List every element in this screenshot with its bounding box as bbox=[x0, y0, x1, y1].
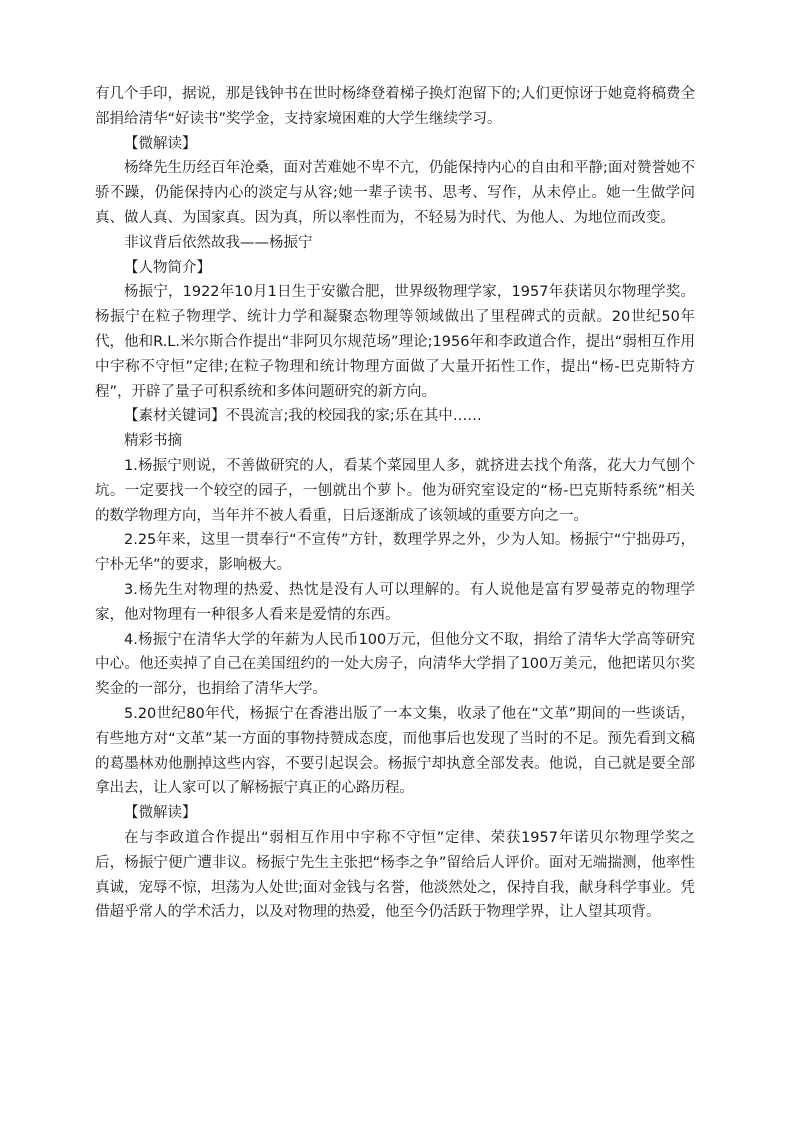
intro-paragraph: 有几个手印，据说，那是钱钟书在世时杨绛登着梯子换灯泡留下的;人们更惊讶于她竟将稿费全部捐给清华“好读书”奖学金，支持家境困难的大学生继续学习。 bbox=[95, 86, 695, 127]
excerpt-item: 3.杨先生对物理的热爱、热忱是没有人可以理解的。有人说他是富有罗曼蒂克的物理学家，他对物理有一种很多人看来是爱情的东西。 bbox=[95, 581, 695, 623]
section-heading-micro-reading: 【微解读】 bbox=[124, 135, 197, 152]
section-heading-micro-reading-2: 【微解读】 bbox=[124, 805, 197, 822]
keywords-line: 【素材关键词】不畏流言;我的校园我的家;乐在其中…… bbox=[124, 408, 482, 425]
micro-reading-paragraph: 杨绛先生历经百年沧桑，面对苦难她不卑不亢，仍能保持内心的自由和平静;面对赞誉她不骄不躁，仍能保持内心的淡定与从容;她一辈子读书、思考、写作，从未停止。她一生做学问真、做人真、为国家真。因为真，所以率性而为，不轻易为时代、为他人、为地位而改变。 bbox=[95, 160, 695, 226]
excerpt-item: 1.杨振宁则说，不善做研究的人，看某个菜园里人多，就挤进去找个角落，花大力气刨个坑。一定要找一个较空的园子，一刨就出个萝卜。他为研究室设定的“杨-巴克斯特系统”相关的数学物理方向，当年并不被人看重，日后逐渐成了该领域的重要方向之一。 bbox=[95, 457, 695, 524]
section-title: 非议背后依然故我——杨振宁 bbox=[124, 234, 313, 251]
excerpt-item: 2.25年来，这里一贯奉行“不宣传”方针，数理学界之外，少为人知。杨振宁“宁拙毋巧，宁朴无华”的要求，影响极大。 bbox=[95, 532, 695, 574]
document-page bbox=[95, 82, 695, 925]
micro-reading-paragraph-2: 在与李政道合作提出“弱相互作用中宇称不守恒”定律、荣获1957年诺贝尔物理学奖之后，杨振宁便广遭非议。杨振宁先生主张把“杨李之争”留给后人评价。面对无端揣测，他率性真诚，宠辱不惊，坦荡为人处世;面对金钱与名誉，他淡然处之，保持自我，献身科学事业。凭借超乎常人的学术活力，以及对物理的热爱，他至今仍活跃于物理学界，让人望其项背。 bbox=[95, 829, 695, 921]
excerpt-item: 4.杨振宁在清华大学的年薪为人民币100万元，但他分文不取，捐给了清华大学高等研究中心。他还卖掉了自己在美国纽约的一处大房子，向清华大学捐了100万美元，他把诺贝尔奖奖金的一部分，也捐给了清华大学。 bbox=[95, 631, 695, 698]
excerpt-item: 5.20世纪80年代，杨振宁在香港出版了一本文集，收录了他在“文革”期间的一些谈话，有些地方对“文革”某一方面的事物持赞成态度，而他事后也发现了当时的不足。预先看到文稿的葛墨林劝他删掉这些内容，不要引起误会。杨振宁却执意全部发表。他说，自己就是要全部拿出去，让人家可以了解杨振宁真正的心路历程。 bbox=[95, 705, 695, 797]
section-heading-excerpts: 精彩书摘 bbox=[124, 433, 182, 450]
profile-paragraph: 杨振宁，1922年10月1日生于安徽合肥，世界级物理学家，1957年获诺贝尔物理学奖。杨振宁在粒子物理学、统计力学和凝聚态物理等领域做出了里程碑式的贡献。20世纪50年代，他和R.L.米尔斯合作提出“非阿贝尔规范场”理论;1956年和李政道合作，提出“弱相互作用中宇称不守恒”定律;在粒子物理和统计物理方面做了大量开拓性工作，提出“杨-巴克斯特方程”，开辟了量子可积系统和多体问题研究的新方向。 bbox=[95, 284, 695, 400]
section-heading-profile: 【人物简介】 bbox=[124, 259, 211, 276]
